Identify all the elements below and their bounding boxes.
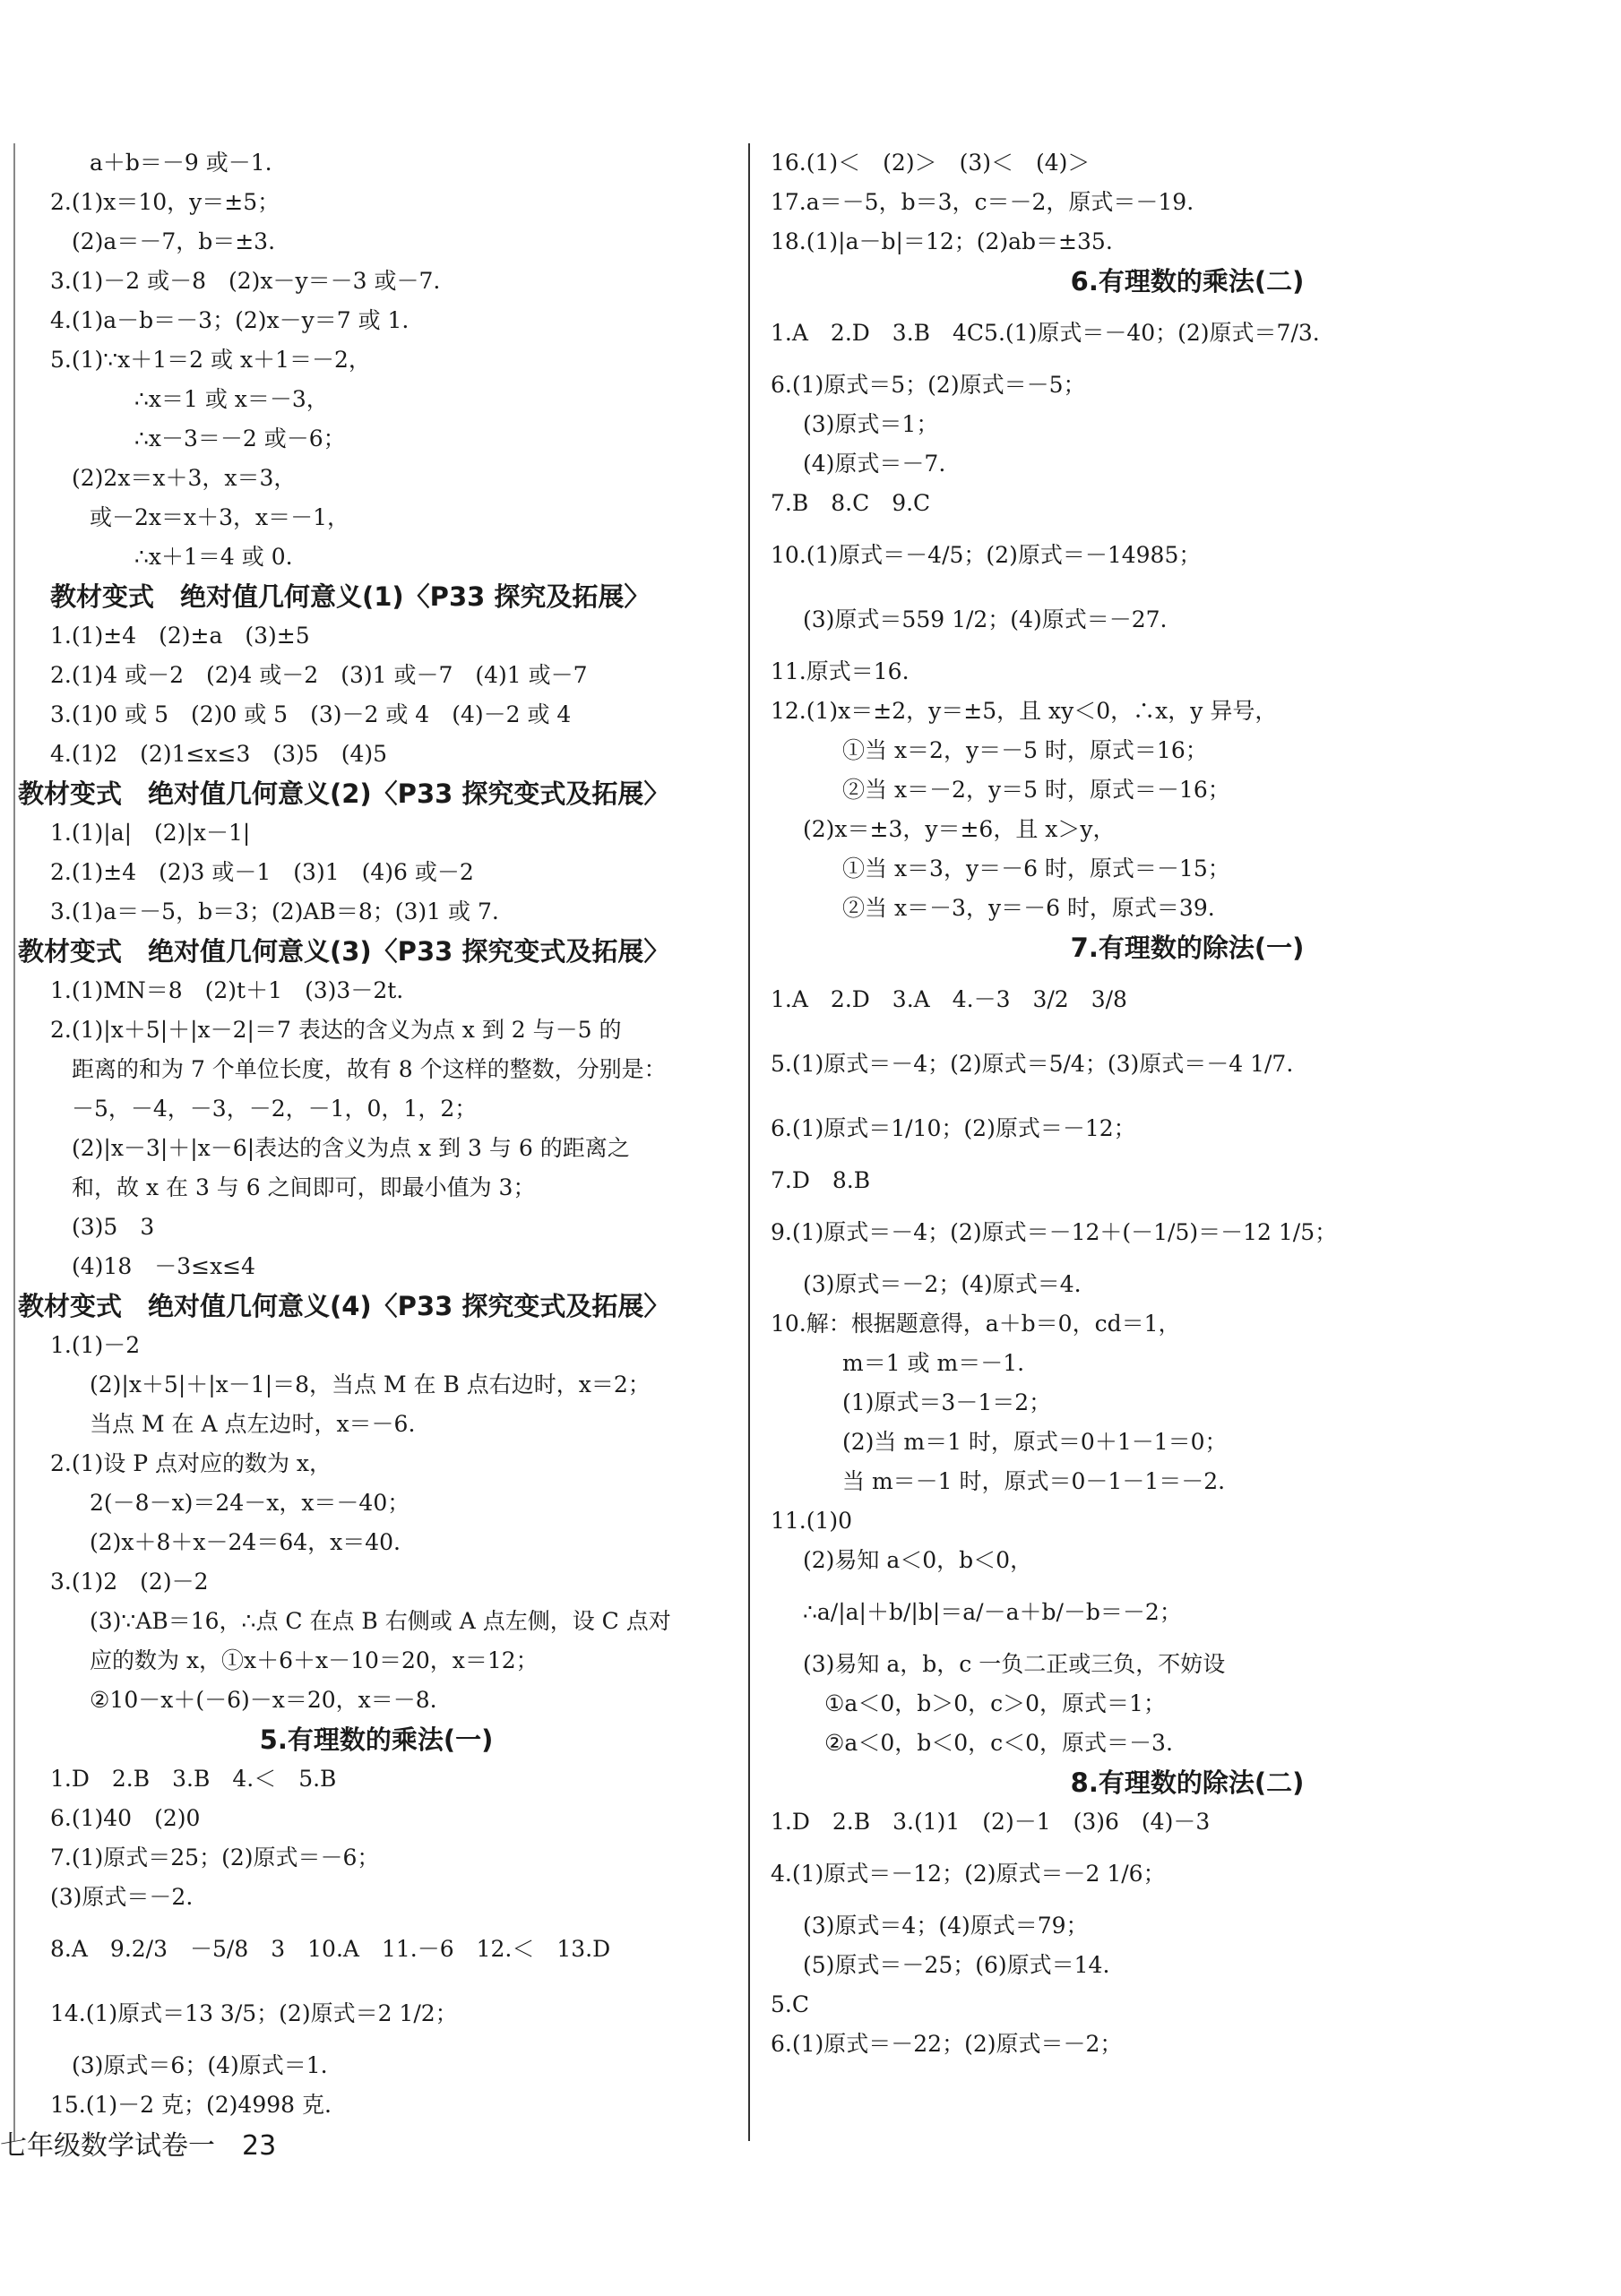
answer-line: (2)x＋8＋x－24＝64，x＝40.: [90, 1529, 401, 1555]
answer-line: a＋b＝－9 或－1.: [90, 150, 272, 176]
answer-line: (2)|x＋5|＋|x－1|＝8，当点 M 在 B 点右边时，x＝2；: [90, 1372, 651, 1397]
answer-line: 2(－8－x)＝24－x，x＝－40；: [90, 1490, 410, 1516]
answer-line: 8.A 9.2/3 －5/8 3 10.A 11.－6 12.＜ 13.D: [50, 1936, 611, 1962]
right-column: [771, 143, 1604, 2064]
answer-line: 5.(1)∵x＋1＝2 或 x＋1＝－2，: [50, 347, 371, 373]
answer-line: 2.(1)|x＋5|＋|x－2|＝7 表达的含义为点 x 到 2 与－5 的: [50, 1017, 622, 1043]
answer-line: (4)18 －3≤x≤4: [72, 1253, 256, 1279]
answer-line: 9.(1)原式＝－4；(2)原式＝－12＋(－1/5)＝－12 1/5；: [771, 1219, 1338, 1245]
answer-line: ∴a/|a|＋b/|b|＝a/－a＋b/－b＝－2；: [803, 1599, 1182, 1625]
answer-line: ②当 x＝－2，y＝5 时，原式＝－16；: [842, 777, 1230, 803]
answer-line: 1.(1)±4 (2)±a (3)±5: [50, 623, 310, 649]
answer-line: 10.解：根据题意得，a＋b＝0，cd＝1，: [771, 1311, 1181, 1337]
answer-line: 16.(1)＜ (2)＞ (3)＜ (4)＞: [771, 150, 1091, 176]
answer-line: (3)原式＝559 1/2；(4)原式＝－27.: [803, 606, 1168, 632]
answer-line: 18.(1)|a－b|＝12；(2)ab＝±35.: [771, 228, 1113, 254]
answer-line: 距离的和为 7 个单位长度，故有 8 个这样的整数，分别是：: [72, 1056, 667, 1082]
answer-line: ②a＜0，b＜0，c＜0，原式＝－3.: [824, 1730, 1173, 1756]
answer-line: ∴x＝1 或 x＝－3，: [134, 386, 329, 412]
answer-line: －5，－4，－3，－2，－1，0，1，2；: [72, 1096, 478, 1122]
answer-line: (3)∵AB＝16，∴点 C 在点 B 右侧或 A 点左侧，设 C 点对: [90, 1608, 671, 1634]
answer-line: ∴x－3＝－2 或－6；: [134, 426, 346, 451]
answer-line: (1)原式＝3－1＝2；: [842, 1389, 1052, 1415]
answer-line: ∴x＋1＝4 或 0.: [134, 544, 293, 570]
section-heading: 教材变式 绝对值几何意义(2)〈P33 探究变式及拓展〉: [18, 778, 670, 809]
answer-line: 当点 M 在 A 点左边时，x＝－6.: [90, 1411, 416, 1437]
answer-line: 6.(1)原式＝5；(2)原式＝－5；: [771, 372, 1086, 398]
answer-line: ①当 x＝2，y＝－5 时，原式＝16；: [842, 737, 1208, 763]
answer-line: 2.(1)4 或－2 (2)4 或－2 (3)1 或－7 (4)1 或－7: [50, 662, 588, 688]
answer-line: 3.(1)－2 或－8 (2)x－y＝－3 或－7.: [50, 268, 441, 294]
answer-line: 当 m＝－1 时，原式＝0－1－1＝－2.: [842, 1468, 1226, 1494]
answer-line: 1.(1)MN＝8 (2)t＋1 (3)3－2t.: [50, 977, 404, 1003]
column-divider: [748, 143, 750, 2141]
answer-line: 1.A 2.D 3.B 4C5.(1)原式＝－40；(2)原式＝7/3.: [771, 320, 1320, 346]
answer-line: 12.(1)x＝±2，y＝±5，且 xy＜0，∴x，y 异号，: [771, 698, 1278, 724]
answer-line: (3)易知 a，b，c 一负二正或三负，不妨设: [803, 1651, 1226, 1677]
answer-line: 4.(1)2 (2)1≤x≤3 (3)5 (4)5: [50, 741, 388, 767]
answer-line: 1.D 2.B 3.(1)1 (2)－1 (3)6 (4)－3: [771, 1809, 1211, 1835]
left-edge-rule: [13, 143, 15, 2141]
section-heading: 5.有理数的乘法(一): [259, 1724, 494, 1755]
section-heading: 8.有理数的除法(二): [1070, 1767, 1305, 1798]
answer-line: (2)|x－3|＋|x－6|表达的含义为点 x 到 3 与 6 的距离之: [72, 1135, 630, 1161]
answer-line: 11.(1)0: [771, 1508, 853, 1534]
section-heading: 7.有理数的除法(一): [1070, 933, 1305, 963]
answer-line: 17.a＝－5，b＝3，c＝－2，原式＝－19.: [771, 189, 1194, 215]
answer-line: (2)x＝±3，y＝±6，且 x＞y，: [803, 816, 1116, 842]
answer-line: 3.(1)2 (2)－2: [50, 1569, 209, 1595]
left-column: [18, 143, 735, 2125]
answer-line: 6.(1)40 (2)0: [50, 1805, 201, 1831]
answer-line: 10.(1)原式＝－4/5；(2)原式＝－14985；: [771, 542, 1202, 568]
answer-line: 7.B 8.C 9.C: [771, 490, 931, 516]
answer-line: 7.D 8.B: [771, 1167, 871, 1193]
answer-line: 15.(1)－2 克；(2)4998 克.: [50, 2092, 332, 2118]
section-heading: 教材变式 绝对值几何意义(4)〈P33 探究变式及拓展〉: [18, 1291, 670, 1321]
answer-line: 6.(1)原式＝1/10；(2)原式＝－12；: [771, 1115, 1136, 1141]
answer-line: ①当 x＝3，y＝－6 时，原式＝－15；: [842, 856, 1230, 881]
answer-line: (3)原式＝1；: [803, 411, 939, 437]
answer-line: 6.(1)原式＝－22；(2)原式＝－2；: [771, 2031, 1123, 2057]
answer-line: 应的数为 x，①x＋6＋x－10＝20，x＝12；: [90, 1647, 539, 1673]
answer-line: 1.(1)|a| (2)|x－1|: [50, 820, 251, 846]
answer-line: 1.D 2.B 3.B 4.＜ 5.B: [50, 1766, 337, 1792]
answer-line: 5.(1)原式＝－4；(2)原式＝5/4；(3)原式＝－4 1/7.: [771, 1051, 1294, 1077]
answer-line: 7.(1)原式＝25；(2)原式＝－6；: [50, 1845, 380, 1870]
answer-line: (2)2x＝x＋3，x＝3，: [72, 465, 297, 491]
answer-line: 14.(1)原式＝13 3/5；(2)原式＝2 1/2；: [50, 2000, 458, 2026]
answer-line: (3)原式＝4；(4)原式＝79；: [803, 1913, 1089, 1939]
answer-line: 1.A 2.D 3.A 4.－3 3/2 3/8: [771, 986, 1127, 1012]
answer-line: ②10－x＋(－6)－x＝20，x＝－8.: [90, 1687, 437, 1713]
answer-line: (3)原式＝6；(4)原式＝1.: [72, 2052, 328, 2078]
page-footer: 七年级数学试卷一 23: [0, 2130, 277, 2162]
answer-line: 11.原式＝16.: [771, 658, 910, 684]
answer-line: 1.(1)－2: [50, 1332, 141, 1358]
answer-line: (2)易知 a＜0，b＜0，: [803, 1547, 1033, 1573]
answer-line: (3)原式＝－2.: [50, 1884, 194, 1910]
answer-line: 3.(1)a＝－5，b＝3；(2)AB＝8；(3)1 或 7.: [50, 899, 499, 924]
answer-line: 2.(1)设 P 点对应的数为 x，: [50, 1450, 332, 1476]
answer-line: 2.(1)±4 (2)3 或－1 (3)1 (4)6 或－2: [50, 859, 474, 885]
answer-line: (3)原式＝－2；(4)原式＝4.: [803, 1271, 1082, 1297]
answer-line: (3)5 3: [72, 1214, 155, 1240]
answer-line: (4)原式＝－7.: [803, 451, 946, 477]
answer-line: 或－2x＝x＋3，x＝－1，: [90, 504, 350, 530]
answer-line: 和，故 x 在 3 与 6 之间即可，即最小值为 3；: [72, 1174, 536, 1200]
answer-line: (5)原式＝－25；(6)原式＝14.: [803, 1952, 1110, 1978]
section-heading: 教材变式 绝对值几何意义(1)〈P33 探究及拓展〉: [50, 581, 651, 612]
answer-line: (2)a＝－7，b＝±3.: [72, 228, 276, 254]
answer-line: ①a＜0，b＞0，c＞0，原式＝1；: [824, 1690, 1166, 1716]
answer-line: 2.(1)x＝10，y＝±5；: [50, 189, 280, 215]
answer-line: 4.(1)a－b＝－3；(2)x－y＝7 或 1.: [50, 307, 410, 333]
answer-line: 4.(1)原式＝－12；(2)原式＝－2 1/6；: [771, 1861, 1166, 1887]
answer-line: m＝1 或 m＝－1.: [842, 1350, 1025, 1376]
section-heading: 教材变式 绝对值几何意义(3)〈P33 探究变式及拓展〉: [18, 936, 670, 967]
answer-line: 5.C: [771, 1991, 809, 2017]
answer-line: 3.(1)0 或 5 (2)0 或 5 (3)－2 或 4 (4)－2 或 4: [50, 701, 572, 727]
section-heading: 6.有理数的乘法(二): [1070, 266, 1305, 297]
answer-line: ②当 x＝－3，y＝－6 时，原式＝39.: [842, 895, 1215, 921]
answer-line: (2)当 m＝1 时，原式＝0＋1－1＝0；: [842, 1429, 1228, 1455]
